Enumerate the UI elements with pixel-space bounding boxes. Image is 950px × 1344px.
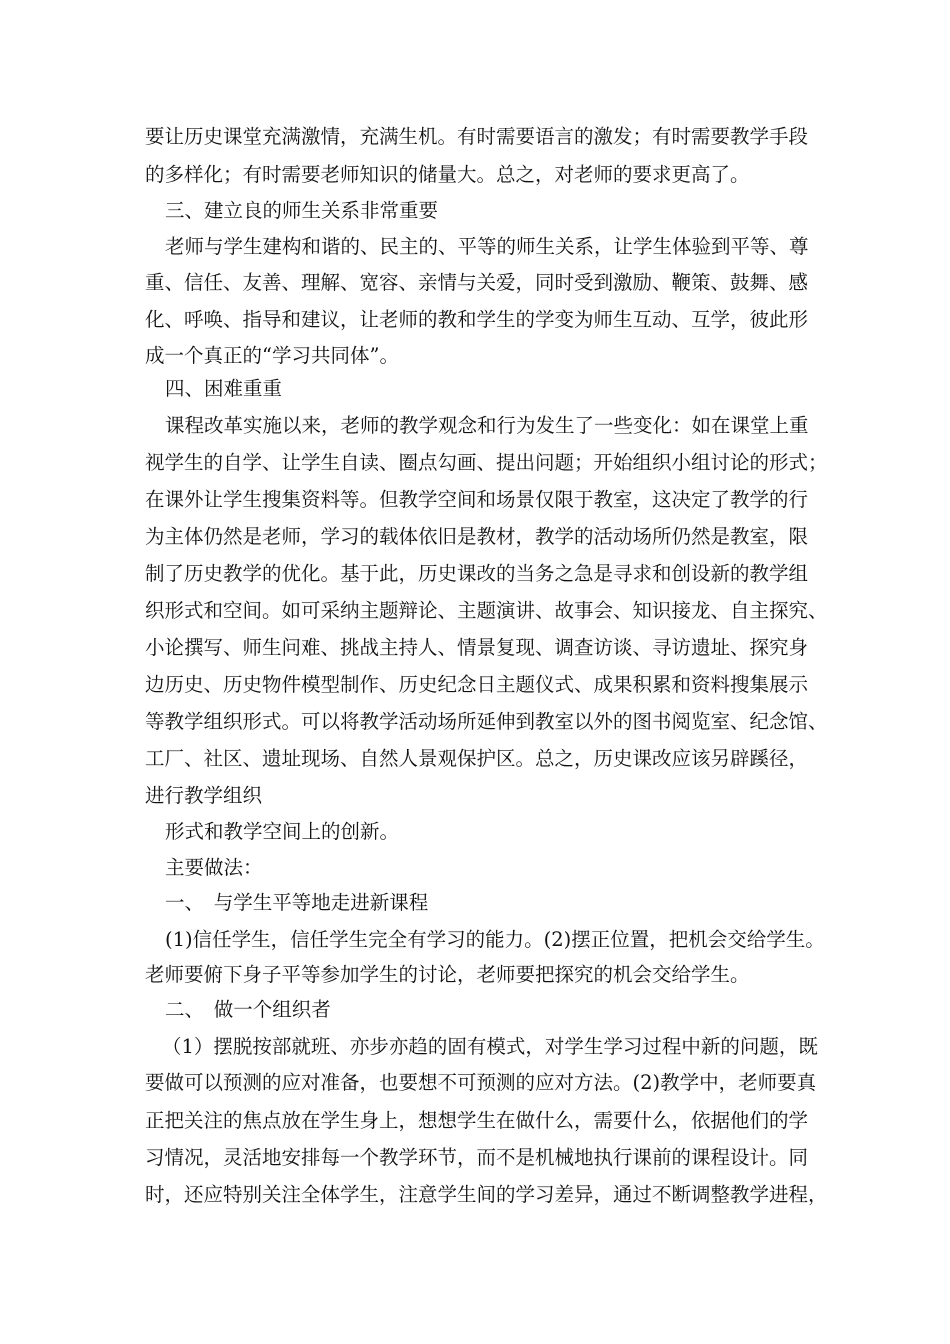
text-line: 重、信任、友善、理解、宽容、亲情与关爱，同时受到激励、鞭策、鼓舞、感 [145, 271, 809, 294]
text-line: 正把关注的焦点放在学生身上，想想学生在做什么，需要什么，依据他们的学 [145, 1109, 809, 1132]
section-heading: 三、建立良的师生关系非常重要 [165, 199, 439, 222]
text-line: 要让历史课堂充满激情，充满生机。有时需要语言的激发；有时需要教学手段 [145, 125, 809, 148]
section-heading: 二、 做一个组织者 [165, 998, 331, 1021]
text-line: 在课外让学生搜集资料等。但教学空间和场景仅限于教室，这决定了教学的行 [145, 488, 809, 511]
text-line: 的多样化；有时需要老师知识的储量大。总之，对老师的要求更高了。 [145, 163, 750, 186]
text-line: （1）摆脱按部就班、亦步亦趋的固有模式，对学生学习过程中新的问题，既 [162, 1035, 818, 1058]
text-line: 时，还应特别关注全体学生，注意学生间的学习差异，通过不断调整教学进程， [145, 1183, 828, 1206]
text-line: 课程改革实施以来，老师的教学观念和行为发生了一些变化：如在课堂上重 [165, 414, 809, 437]
text-line: 小论撰写、师生问难、挑战主持人、情景复现、调查访谈、寻访遗址、探究身 [145, 636, 809, 659]
text-line: 习情况，灵活地安排每一个教学环节，而不是机械地执行课前的课程设计。同 [145, 1146, 809, 1169]
text-line: 为主体仍然是老师，学习的载体依旧是教材，教学的活动场所仍然是教室，限 [145, 525, 809, 548]
text-line: 织形式和空间。如可采纳主题辩论、主题演讲、故事会、知识接龙、自主探究、 [145, 599, 828, 622]
text-line: 工厂、社区、遗址现场、自然人景观保护区。总之，历史课改应该另辟蹊径， [145, 747, 809, 770]
text-line: 进行教学组织 [145, 784, 263, 807]
text-line: 成一个真正的“学习共同体”。 [145, 344, 399, 367]
text-line: 等教学组织形式。可以将教学活动场所延伸到教室以外的图书阅览室、纪念馆、 [145, 710, 828, 733]
text-line: 要做可以预测的应对准备，也要想不可预测的应对方法。(2)教学中，老师要真 [145, 1071, 817, 1094]
section-heading: 四、困难重重 [165, 377, 283, 400]
section-heading: 一、 与学生平等地走进新课程 [165, 891, 429, 914]
text-line: 老师要俯下身子平等参加学生的讨论，老师要把探究的机会交给学生。 [145, 963, 750, 986]
text-line: 老师与学生建构和谐的、民主的、平等的师生关系，让学生体验到平等、尊 [165, 235, 809, 258]
text-line: 视学生的自学、让学生自读、圈点勾画、提出问题；开始组织小组讨论的形式； [145, 451, 828, 474]
text-line: 化、呼唤、指导和建议，让老师的教和学生的学变为师生互动、互学，彼此形 [145, 308, 809, 331]
text-line: (1)信任学生，信任学生完全有学习的能力。(2)摆正位置，把机会交给学生。 [165, 928, 825, 951]
text-line: 边历史、历史物件模型制作、历史纪念日主题仪式、成果积累和资料搜集展示 [145, 673, 809, 696]
text-line: 形式和教学空间上的创新。 [165, 820, 400, 843]
section-heading: 主要做法： [165, 856, 263, 879]
text-line: 制了历史教学的优化。基于此，历史课改的当务之急是寻求和创设新的教学组 [145, 562, 809, 585]
